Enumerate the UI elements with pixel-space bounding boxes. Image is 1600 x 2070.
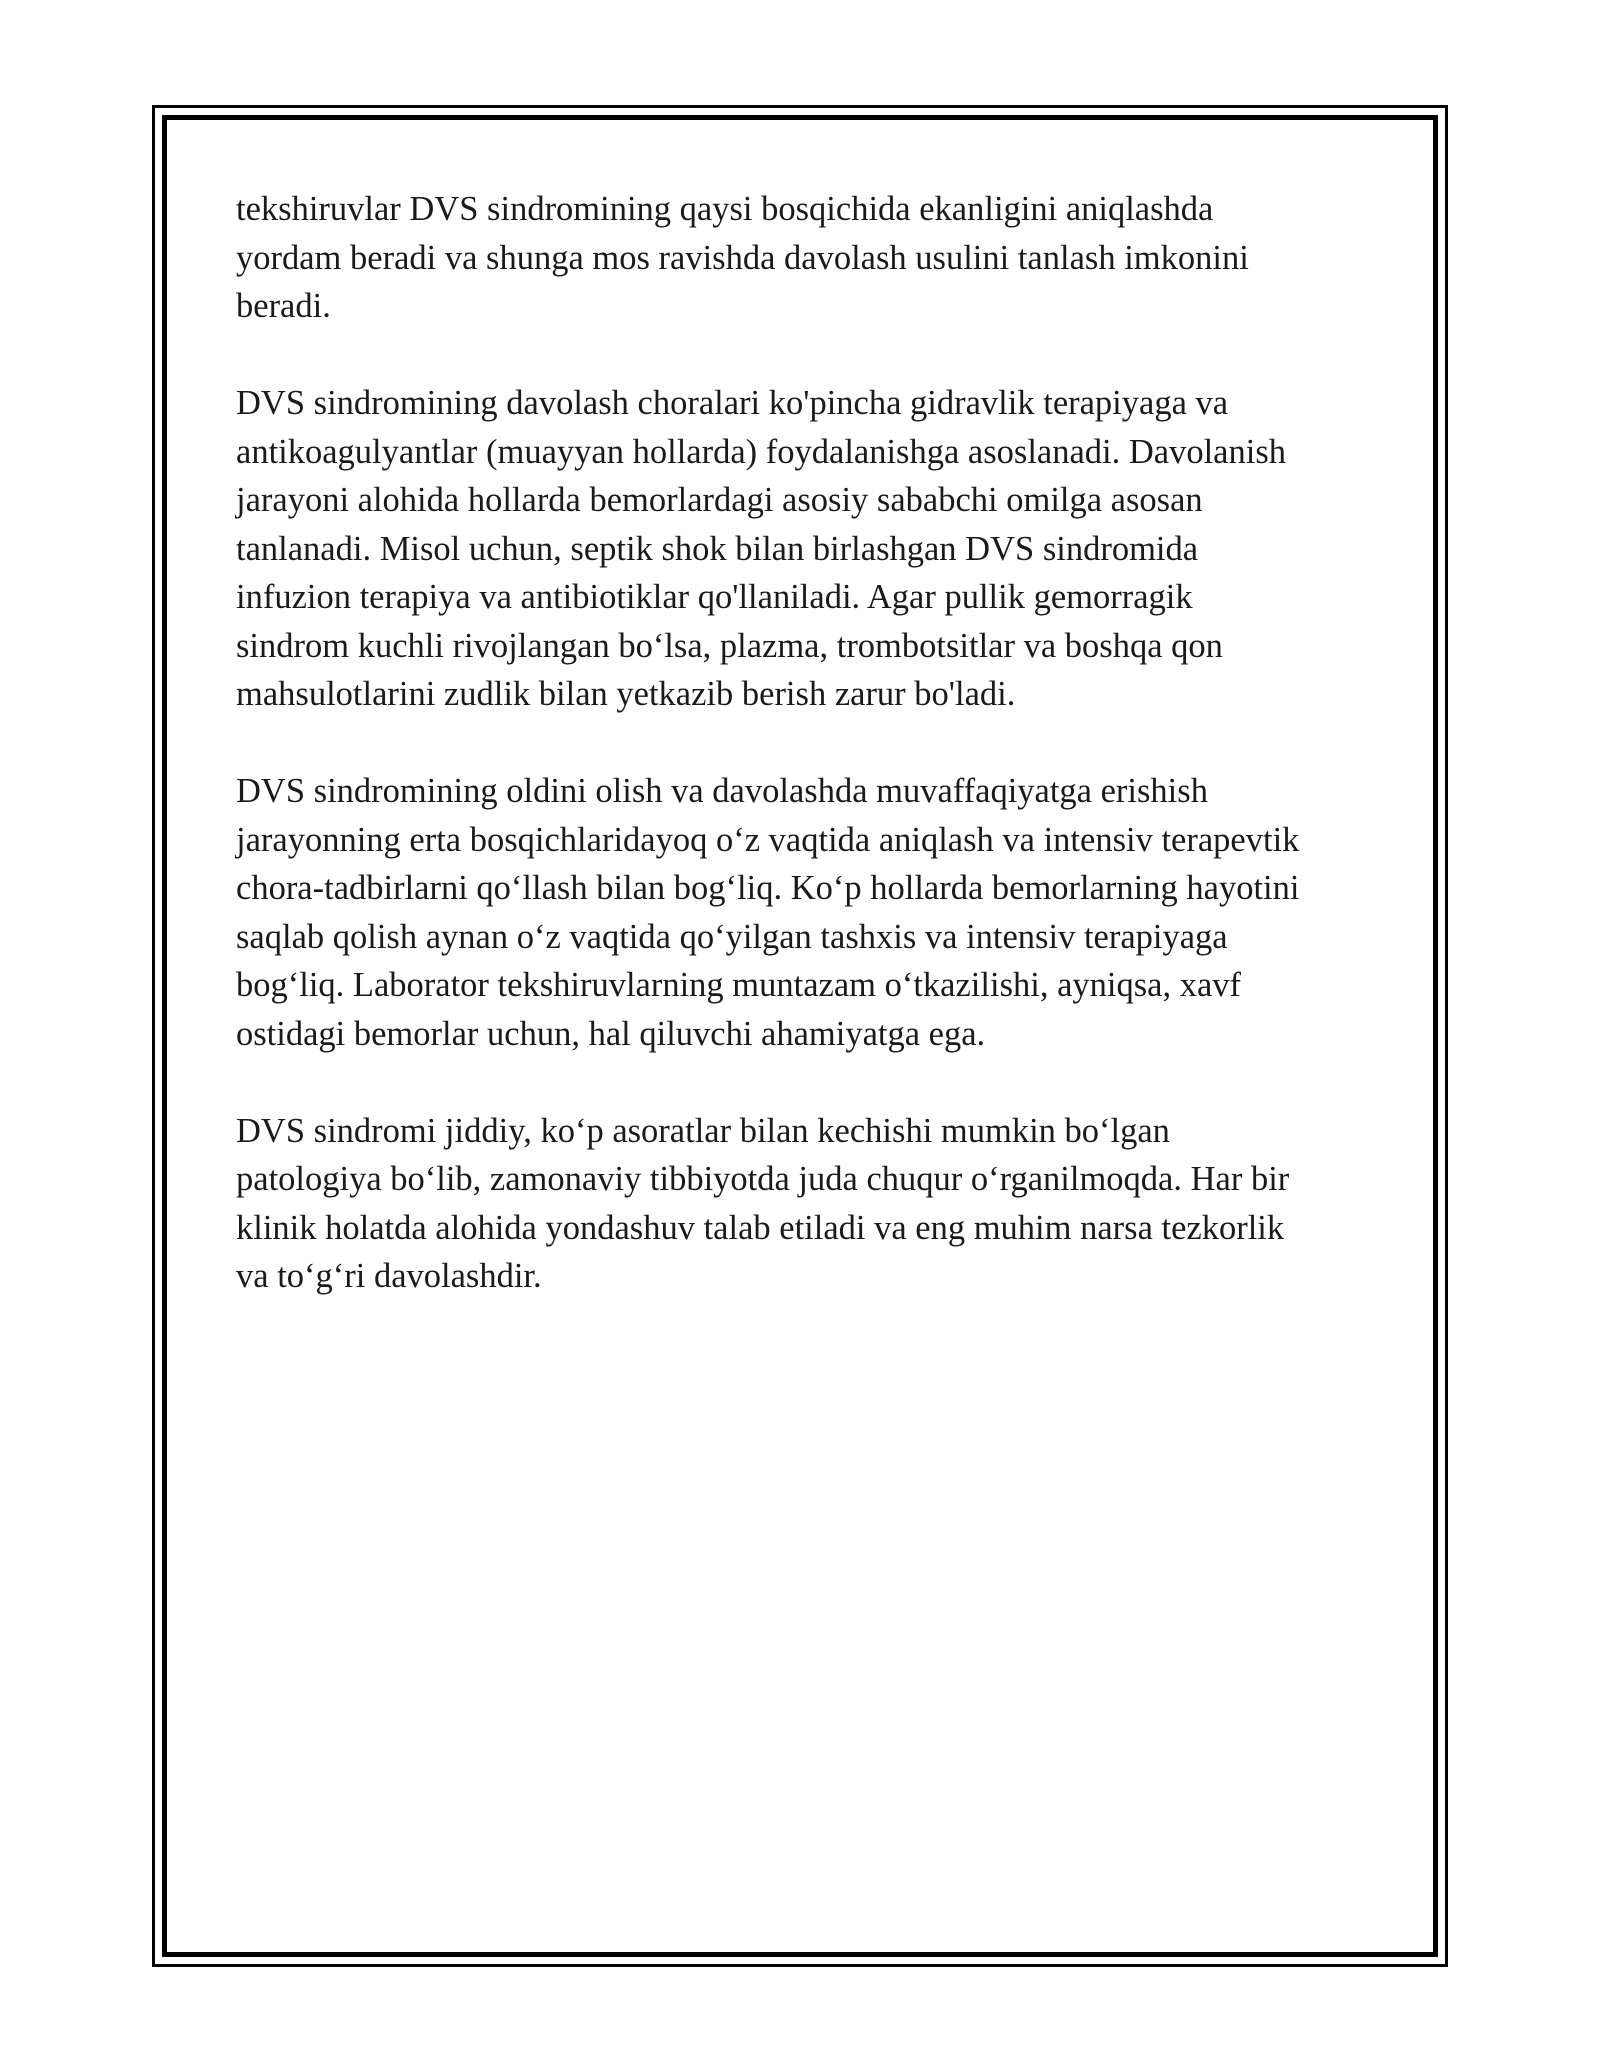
paragraph-2: DVS sindromining davolash choralari ko'pincha gidravlik terapiyaga va antikoagulyantlar (muayyan hollarda) foydalanishga asoslanadi. Davolanish jarayoni alohida hollarda bemorlardagi asosiy sababchi omilga asosan tanlanadi. Misol uchun, septik shok bilan birlashgan DVS sindromida infuzion terapiya va antibiotiklar qo'llaniladi. Agar pullik gemorragik sindrom kuchli rivojlangan boʻlsa, plazma, trombotsitlar va boshqa qon mahsulotlarini zudlik bilan yetkazib berish zarur bo'ladi. xyxy=(236,384,1287,713)
paragraph-3: DVS sindromining oldini olish va davolashda muvaffaqiyatga erishish jarayonning erta bosqichlaridayoq oʻz vaqtida aniqlash va intensiv terapevtik chora-tadbirlarni qoʻllash bilan bogʻliq. Koʻp hollarda bemorlarning hayotini saqlab qolish aynan oʻz vaqtida qoʻyilgan tashxis va intensiv terapiyaga bogʻliq. Laborator tekshiruvlarning muntazam oʻtkazilishi, ayniqsa, xavf ostidagi bemorlar uchun, hal qiluvchi ahamiyatga ega. xyxy=(236,772,1300,1053)
paragraph-1: tekshiruvlar DVS sindromining qaysi bosqichida ekanligini aniqlashda yordam beradi va shunga mos ravishda davolash usulini tanlash imkonini beradi. xyxy=(236,190,1249,325)
document-body xyxy=(236,185,1386,1349)
paragraph-4: DVS sindromi jiddiy, koʻp asoratlar bilan kechishi mumkin boʻlgan patologiya boʻlib, zamonaviy tibbiyotda juda chuqur oʻrganilmoqda. Har bir klinik holatda alohida yondashuv talab etiladi va eng muhim narsa tezkorlik va toʻgʻri davolashdir. xyxy=(236,1111,1290,1295)
